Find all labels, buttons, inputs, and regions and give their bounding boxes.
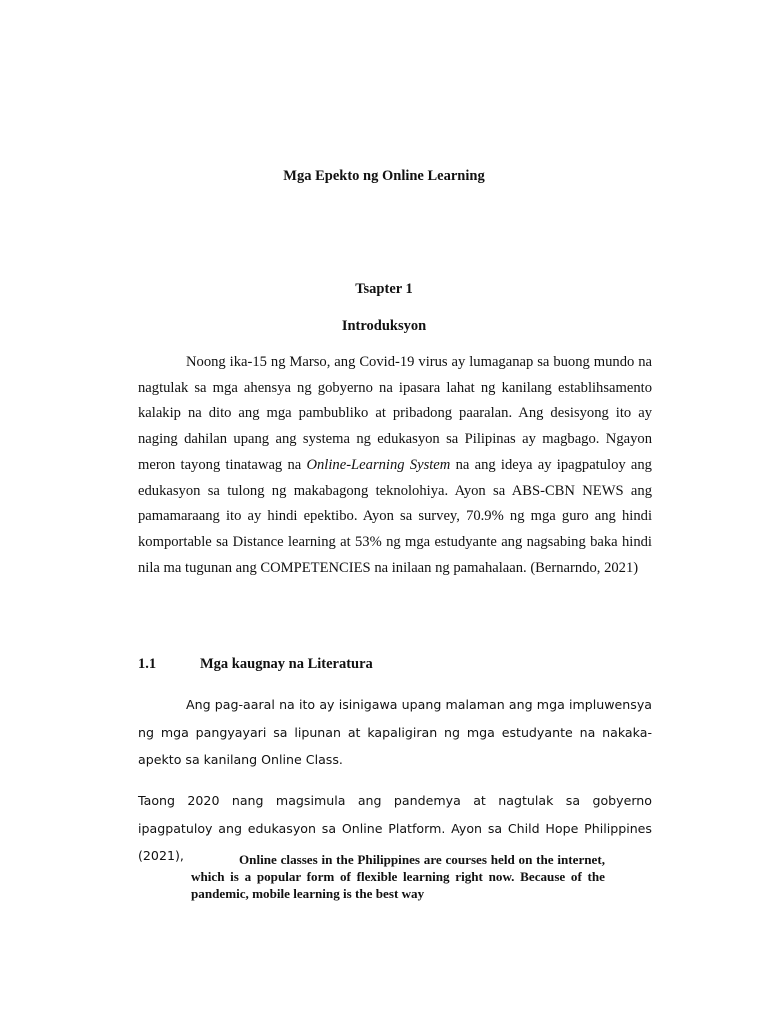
introduction-heading: Introduksyon	[341, 318, 427, 334]
introduction-paragraph	[138, 350, 652, 581]
intro-italic-term: Online-Learning System	[306, 456, 451, 473]
document-title: Mga Epekto ng Online Learning	[283, 168, 485, 184]
block-quote: Online classes in the Philippines are courses held on the internet, which is a popular form of flexible learning right now. Because of the pandemic, mobile learning is the best way	[191, 852, 605, 901]
literature-paragraph-2: Taong 2020 nang magsimula ang pandemya at nagtulak sa gobyerno ipagpatuloy ang edukasyon sa Online Platform. Ayon sa Child Hope Philippines (2021),	[138, 793, 652, 863]
section-title: Mga kaugnay na Literatura	[200, 656, 373, 672]
intro-text-part-2: na ang ideya ay ipagpatuloy ang edukasyon sa tulong ng makabagong teknolohiya. Ayon sa ABS-CBN NEWS ang pamamaraang ito ay hindi epektibo. Ayon sa survey, 70.9% ng mga guro ang hindi komportable sa Distance learning at 53% ng mga estudyante ang nagsabing baka hindi nila ma tugunan ang COMPETENCIES na inilaan ng pamahalaan. (Bernarndo, 2021)	[138, 456, 652, 576]
intro-text-part-1: Noong ika-15 ng Marso, ang Covid-19 virus ay lumaganap sa buong mundo na nagtulak sa mga ahensya ng gobyerno na ipasara lahat ng kanilang establihsamento kalakip na dito ang mga pambubliko at pribadong paaralan. Ang desisyong ito ay naging dahilan upang ang systema ng edukasyon sa Pilipinas ay magbago. Ngayon meron tayong tinatawag na	[138, 354, 652, 473]
section-number: 1.1	[138, 656, 157, 672]
chapter-heading: Tsapter 1	[355, 281, 413, 297]
section-heading	[138, 656, 652, 673]
literature-paragraph-1: Ang pag-aaral na ito ay isinigawa upang malaman ang mga impluwensya ng mga pangyayari sa lipunan at kapaligiran ng mga estudyante na nakaka-apekto sa kanilang Online Class.	[138, 697, 652, 767]
